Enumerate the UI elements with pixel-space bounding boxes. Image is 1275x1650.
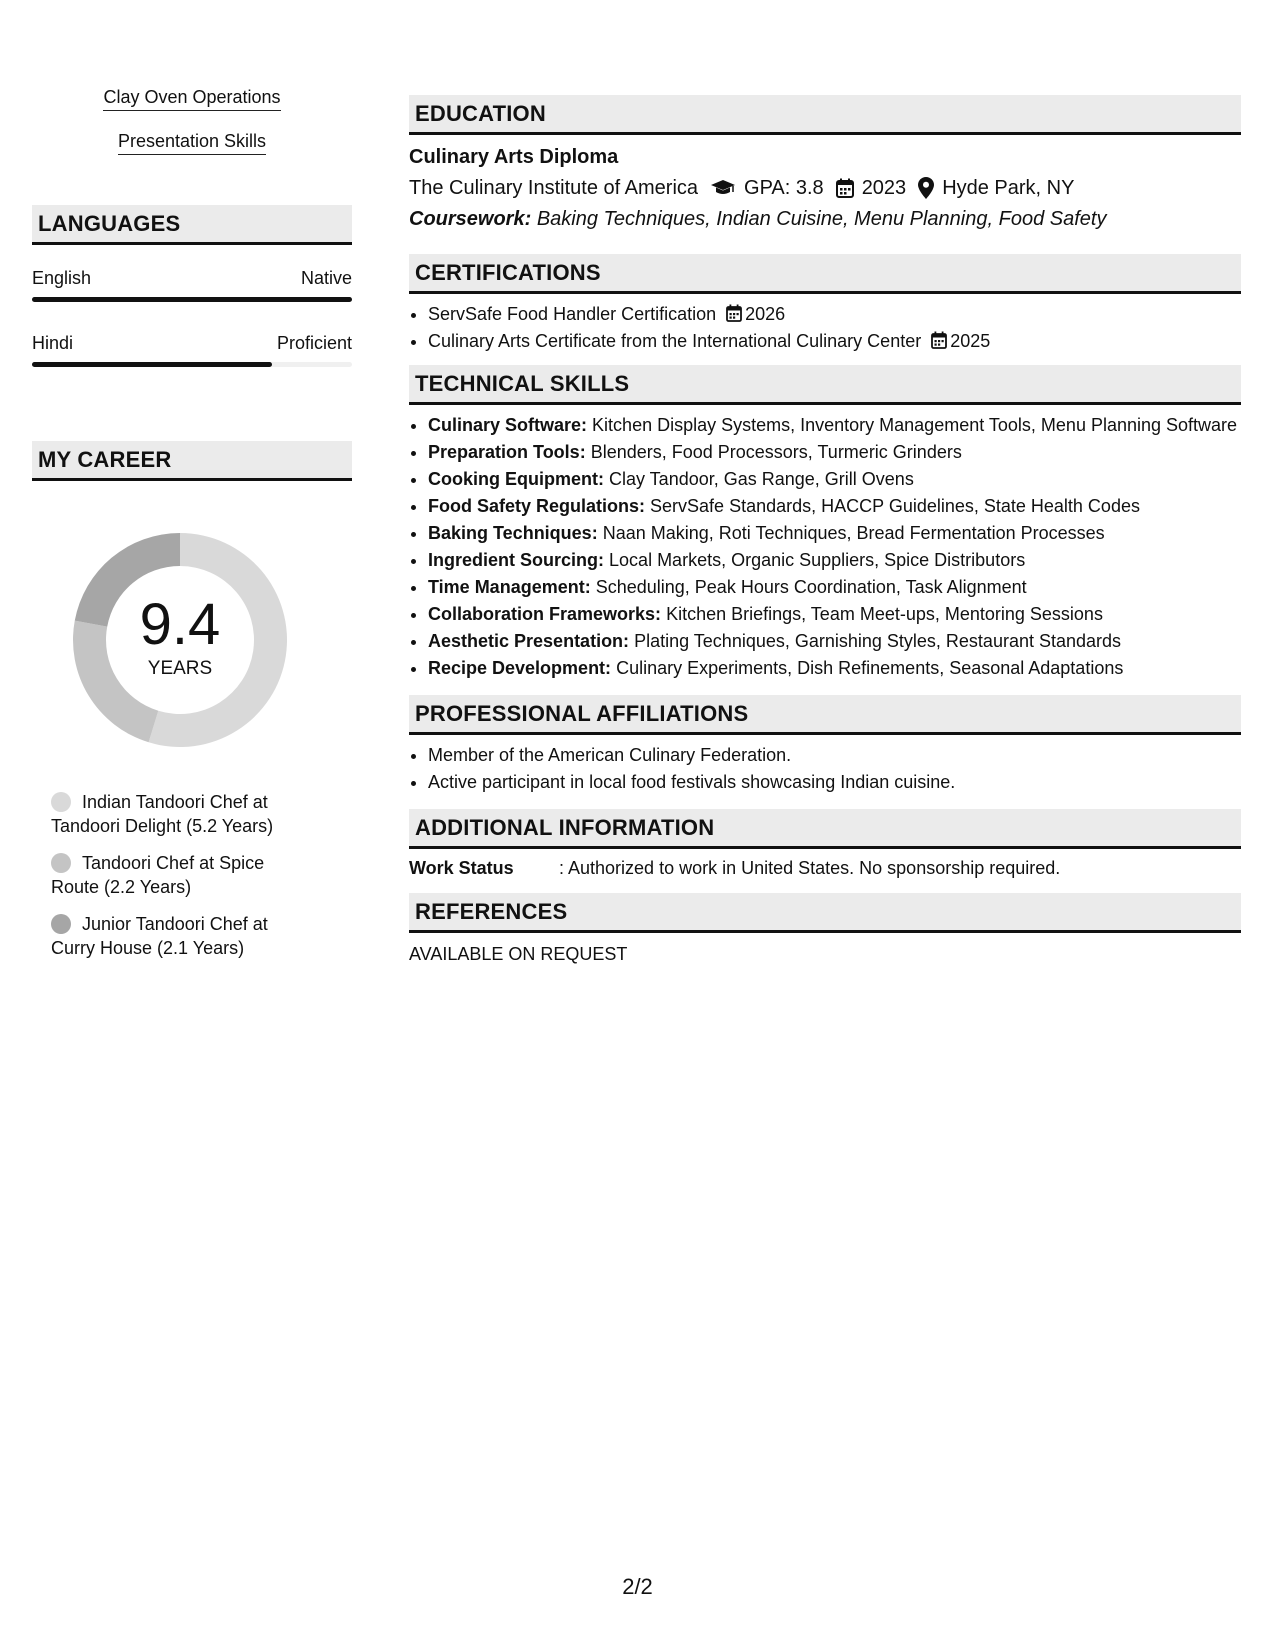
skill-detail: Culinary Experiments, Dish Refinements, Seasonal Adaptations: [616, 658, 1124, 678]
certification-item: [428, 330, 1241, 352]
skill-category: Time Management:: [428, 577, 591, 597]
certification-item: [428, 303, 1241, 325]
page-number: 2/2: [622, 1574, 653, 1599]
skill-category: Recipe Development:: [428, 658, 612, 678]
language-item: [32, 267, 352, 302]
legend-swatch: [51, 792, 71, 812]
school-location: Hyde Park, NY: [942, 177, 1075, 199]
career-job-label: Junior Tandoori Chef at Curry House (2.1 Years): [51, 914, 268, 958]
skill-detail: Clay Tandoor, Gas Range, Grill Ovens: [609, 469, 914, 489]
language-level-bar: [32, 362, 352, 367]
technical-skills-list: [409, 414, 1241, 679]
skill-category: Baking Techniques:: [428, 523, 598, 543]
degree-title: Culinary Arts Diploma: [409, 146, 619, 168]
affiliations-section: [409, 695, 1241, 793]
skill-category: Preparation Tools:: [428, 442, 586, 462]
legend-swatch: [51, 853, 71, 873]
skill-category: Ingredient Sourcing:: [428, 550, 605, 570]
career-legend-item: [51, 912, 282, 960]
graduation-year: 2023: [861, 177, 907, 199]
skill-detail: Plating Techniques, Garnishing Styles, Restaurant Standards: [634, 631, 1122, 651]
language-level-bar: [32, 297, 352, 302]
career-donut-chart: [65, 525, 295, 755]
career-total-years: 9.4: [139, 592, 221, 657]
main-content: [409, 95, 1241, 965]
certification-year: 2025: [950, 331, 991, 351]
calendar-icon: [726, 304, 742, 322]
affiliations-list: [409, 744, 1241, 793]
coursework-list: Baking Techniques, Indian Cuisine, Menu Planning, Food Safety: [536, 208, 1107, 230]
career-legend: [32, 790, 282, 960]
career-section: [32, 441, 352, 960]
language-item: [32, 332, 352, 367]
technical-skill-item: [428, 657, 1241, 679]
graduation-cap-icon: [710, 179, 736, 197]
additional-info-section: [409, 809, 1241, 879]
skill-detail: Naan Making, Roti Techniques, Bread Fermentation Processes: [602, 523, 1105, 543]
technical-skill-item: [428, 468, 1241, 490]
certification-name: ServSafe Food Handler Certification: [428, 304, 717, 324]
education-heading: EDUCATION: [409, 95, 1241, 135]
technical-skill-item: [428, 603, 1241, 625]
language-level: Proficient: [276, 333, 352, 353]
certification-year: 2026: [745, 304, 786, 324]
technical-skills-heading: TECHNICAL SKILLS: [409, 365, 1241, 405]
skills-list: [32, 86, 352, 155]
career-years-unit: YEARS: [147, 658, 213, 679]
affiliation-item: • Member of the American Culinary Federation.: [428, 744, 1241, 766]
language-level: Native: [300, 268, 352, 288]
references-section: [409, 893, 1241, 965]
career-heading: MY CAREER: [32, 441, 352, 481]
language-level-fill: [32, 362, 272, 367]
skill-detail: Local Markets, Organic Suppliers, Spice Distributors: [609, 550, 1026, 570]
languages-heading: LANGUAGES: [32, 205, 352, 245]
language-name: English: [32, 268, 92, 288]
certifications-list: [409, 303, 1241, 352]
gpa: GPA: 3.8: [744, 177, 824, 199]
skill-category: Food Safety Regulations:: [428, 496, 646, 516]
affiliations-heading: PROFESSIONAL AFFILIATIONS: [409, 695, 1241, 735]
references-heading: REFERENCES: [409, 893, 1241, 933]
career-job-label: Tandoori Chef at Spice Route (2.2 Years): [51, 853, 265, 897]
legend-swatch: [51, 914, 71, 934]
additional-info-heading: ADDITIONAL INFORMATION: [409, 809, 1241, 849]
languages-section: [32, 205, 352, 367]
career-legend-item: [51, 790, 282, 838]
skill-detail: Blenders, Food Processors, Turmeric Grinders: [590, 442, 962, 462]
coursework-label: Coursework:: [409, 208, 532, 230]
work-status: [409, 857, 1241, 879]
skill-detail: Kitchen Display Systems, Inventory Management Tools, Menu Planning Software: [592, 415, 1238, 435]
language-level-fill: [32, 297, 352, 302]
career-job-label: Indian Tandoori Chef at Tandoori Delight (5.2 Years): [51, 792, 274, 836]
work-status-label: Work Status: [409, 858, 514, 878]
career-legend-item: [51, 851, 282, 899]
work-status-value: : Authorized to work in United States. No sponsorship required.: [559, 858, 1061, 878]
technical-skill-item: [428, 630, 1241, 652]
school-name: The Culinary Institute of America: [409, 177, 699, 199]
technical-skill-item: [428, 414, 1241, 436]
technical-skills-section: [409, 365, 1241, 679]
technical-skill-item: [428, 549, 1241, 571]
certification-name: Culinary Arts Certificate from the International Culinary Center: [428, 331, 922, 351]
skill-detail: Kitchen Briefings, Team Meet-ups, Mentoring Sessions: [666, 604, 1103, 624]
coursework: [409, 206, 1241, 232]
technical-skill-item: [428, 495, 1241, 517]
certifications-section: [409, 254, 1241, 352]
skill-detail: ServSafe Standards, HACCP Guidelines, State Health Codes: [650, 496, 1140, 516]
education-section: [409, 95, 1241, 232]
skill-category: Cooking Equipment:: [428, 469, 604, 489]
calendar-icon: [836, 178, 854, 198]
location-pin-icon: [918, 177, 934, 199]
language-name: Hindi: [32, 333, 74, 353]
skill-item: Presentation Skills: [118, 130, 266, 155]
certifications-heading: CERTIFICATIONS: [409, 254, 1241, 294]
skill-category: Culinary Software:: [428, 415, 588, 435]
skill-category: Aesthetic Presentation:: [428, 631, 630, 651]
calendar-icon: [931, 331, 947, 349]
sidebar: [32, 86, 352, 960]
technical-skill-item: [428, 441, 1241, 463]
technical-skill-item: [428, 576, 1241, 598]
skill-detail: Scheduling, Peak Hours Coordination, Task Alignment: [595, 577, 1027, 597]
skill-category: Collaboration Frameworks:: [428, 604, 662, 624]
education-meta: [409, 175, 1241, 201]
skill-item: Clay Oven Operations: [103, 86, 280, 111]
affiliation-item: • Active participant in local food festivals showcasing Indian cuisine.: [428, 771, 1241, 793]
references-text: AVAILABLE ON REQUEST: [409, 944, 628, 964]
technical-skill-item: [428, 522, 1241, 544]
